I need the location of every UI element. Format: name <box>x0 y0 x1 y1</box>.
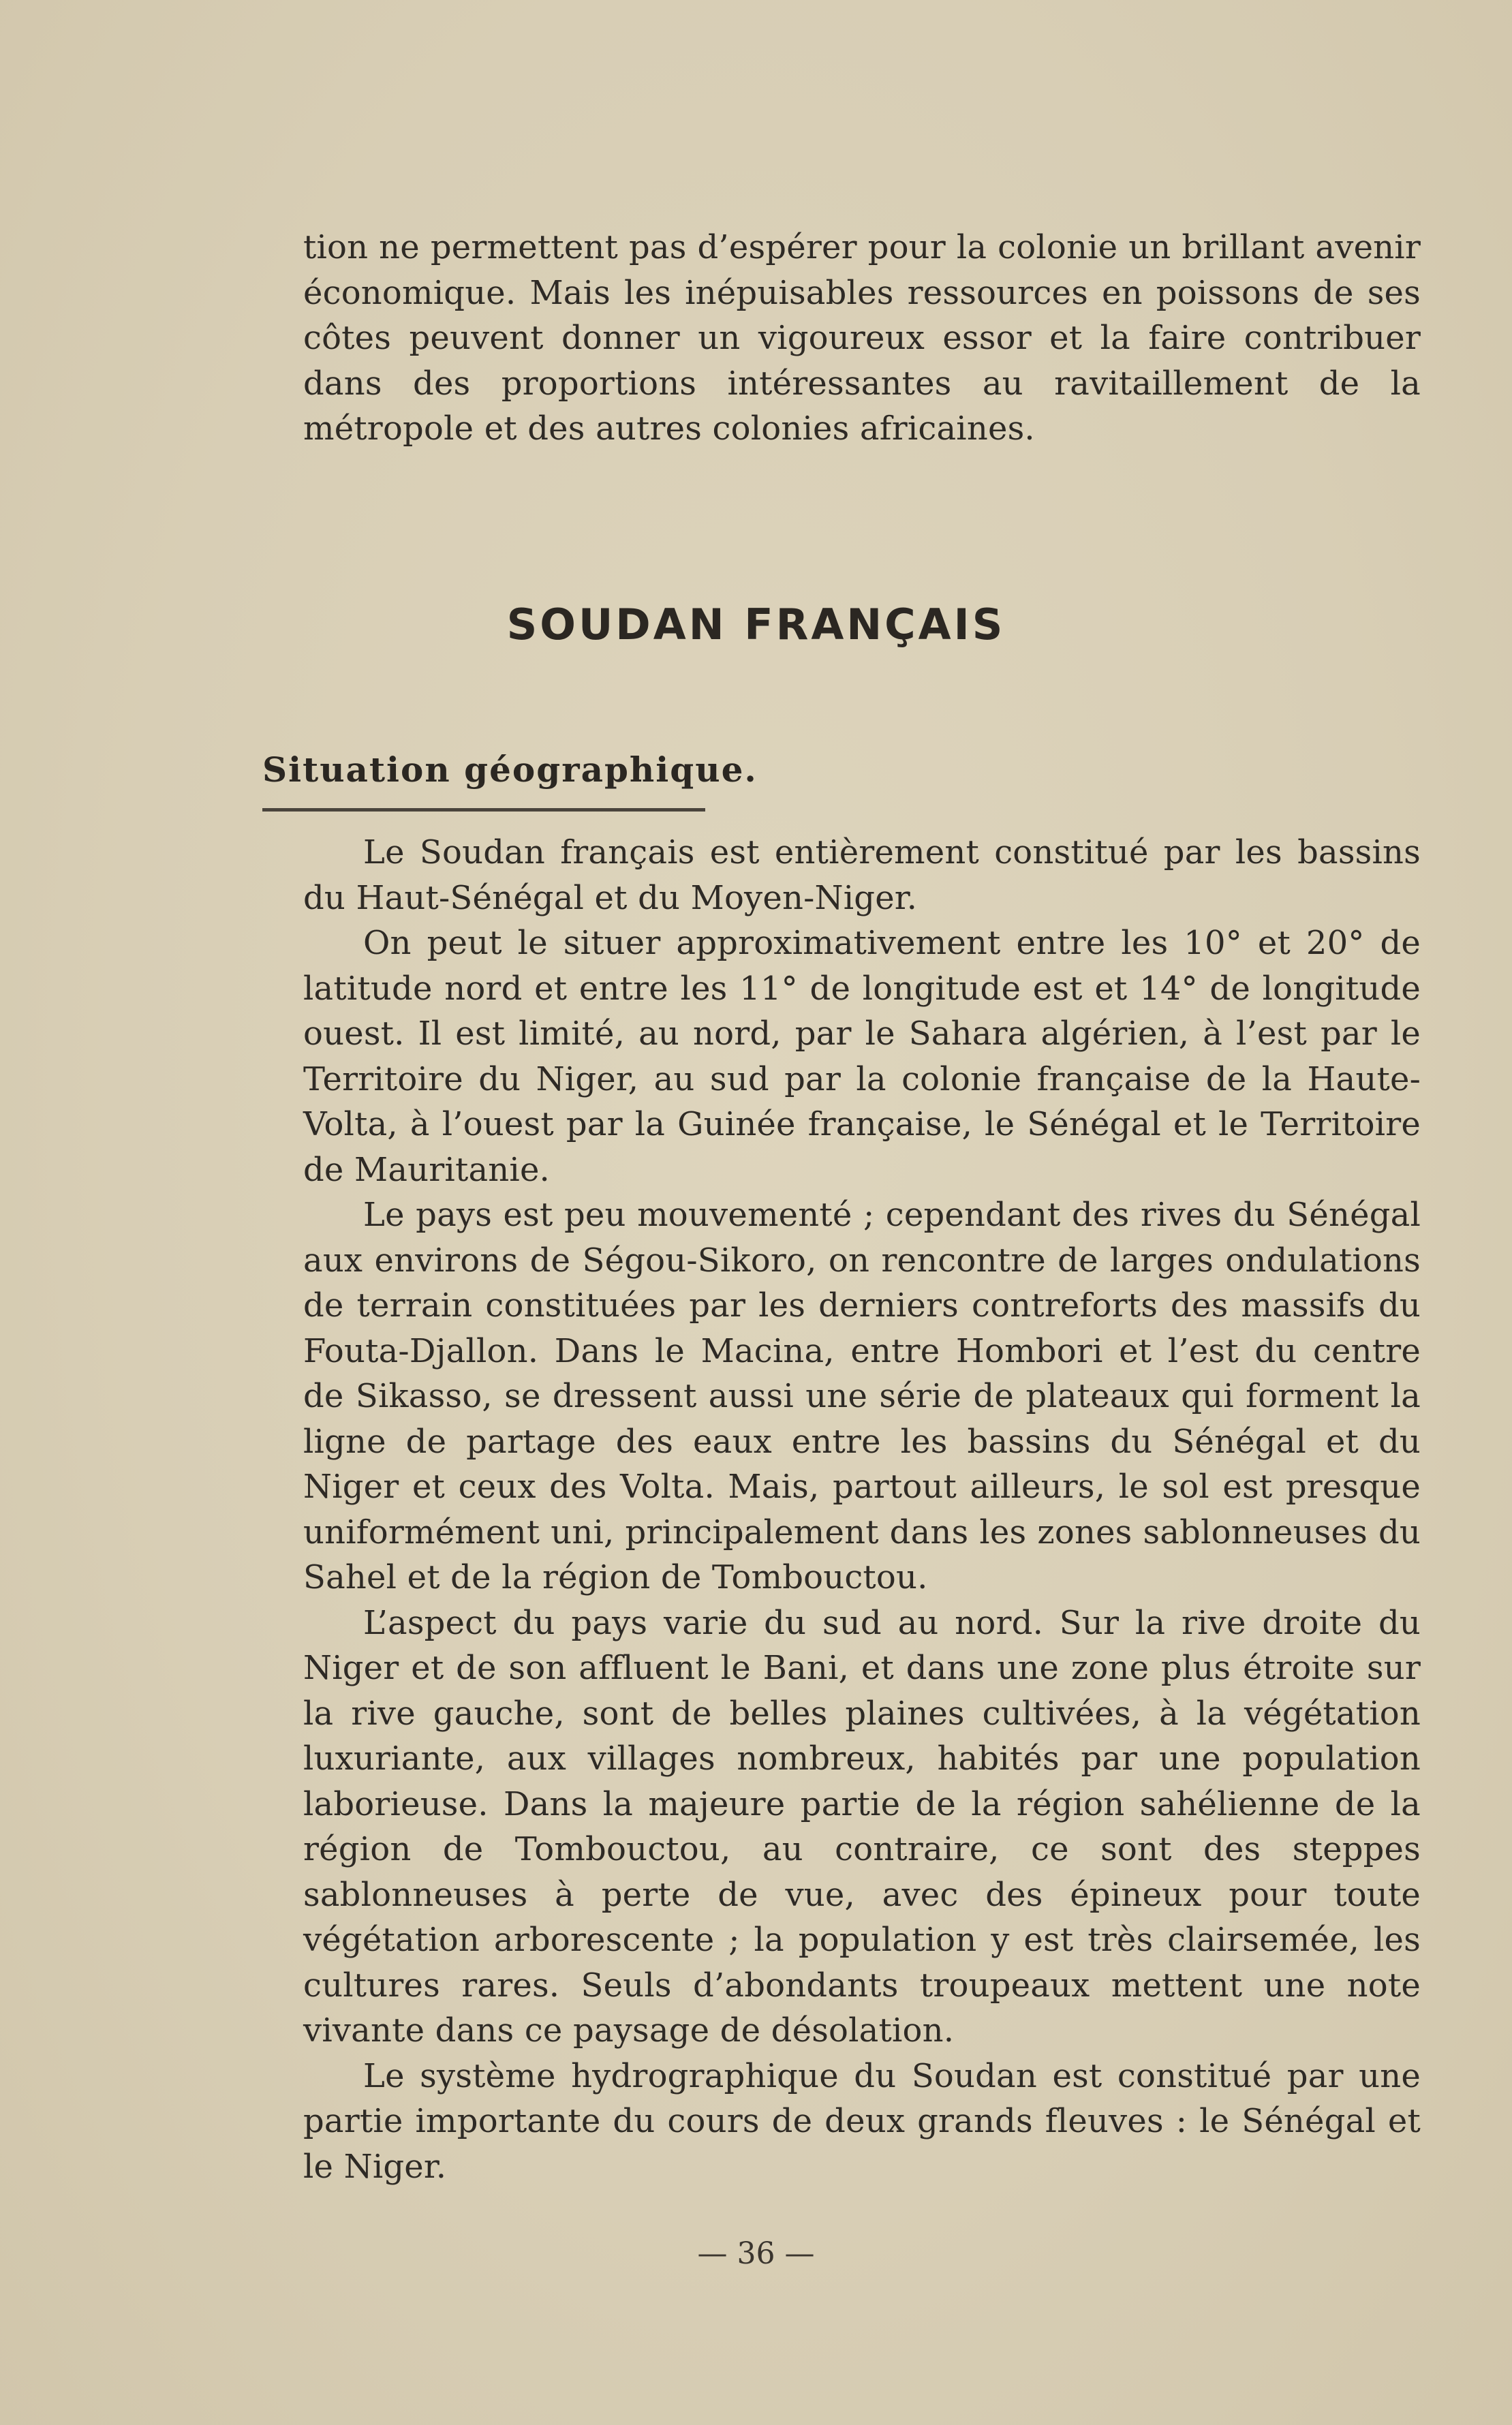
intro-block <box>303 225 1421 452</box>
section-title: SOUDAN FRANÇAIS <box>506 600 1006 649</box>
subheading: Situation géographique. <box>262 750 758 790</box>
page-number: — 36 — <box>697 2236 815 2271</box>
paragraph: Le Soudan français est entièrement constitué par les bassins du Haut-Sénégal et du Moyen-Niger. <box>303 833 1421 917</box>
paragraph: Le système hydrographique du Soudan est constitué par une partie importante du cours de deux grands fleuves : le Sénégal et le Niger. <box>303 2056 1421 2186</box>
paragraph: Le pays est peu mouvementé ; cependant des rives du Sénégal aux environs de Ségou-Sikoro, on rencontre de larges ondulations de terrain constituées par les derniers contreforts des massifs du Fouta-Djallon. Dans le Macina, entre Hombori et l’est du centre de Sikasso, se dressent aussi une série de plateaux qui forment la ligne de partage des eaux entre les bassins du Sénégal et du Niger et ceux des Volta. Mais, partout ailleurs, le sol est presque uniformément uni, principalement dans les zones sablonneuses du Sahel et de la région de Tombouctou. <box>303 1196 1421 1596</box>
paragraph: On peut le situer approximativement entre les 10° et 20° de latitude nord et entre les 11° de longitude est et 14° de longitude ouest. Il est limité, au nord, par le Sahara algérien, à l’est par le Territoire du Niger, au sud par la colonie française de la Haute-Volta, à l’ouest par la Guinée française, le Sénégal et le Territoire de Mauritanie. <box>303 924 1421 1189</box>
intro-paragraph: tion ne permettent pas d’espérer pour la colonie un brillant avenir économique. Mais les inépuisables ressources en poissons de ses côtes peuvent donner un vigoureux essor et la faire contribuer dans des proportions intéressantes au ravitaillement de la métropole et des autres colonies africaines. <box>303 228 1421 448</box>
subheading-underline <box>262 808 705 812</box>
paragraph: L’aspect du pays varie du sud au nord. Sur la rive droite du Niger et de son affluent le Bani, et dans une zone plus étroite sur la rive gauche, sont de belles plaines cultivées, à la végétation luxuriante, aux villages nombreux, habités par une population laborieuse. Dans la majeure partie de la région sahélienne de la région de Tombouctou, au contraire, ce sont des steppes sablonneuses à perte de vue, avec des épineux pour toute végétation arborescente ; la population y est très clairsemée, les cultures rares. Seuls d’abondants troupeaux mettent une note vivante dans ce paysage de désolation. <box>303 1603 1421 2050</box>
body-text <box>303 830 1421 2189</box>
